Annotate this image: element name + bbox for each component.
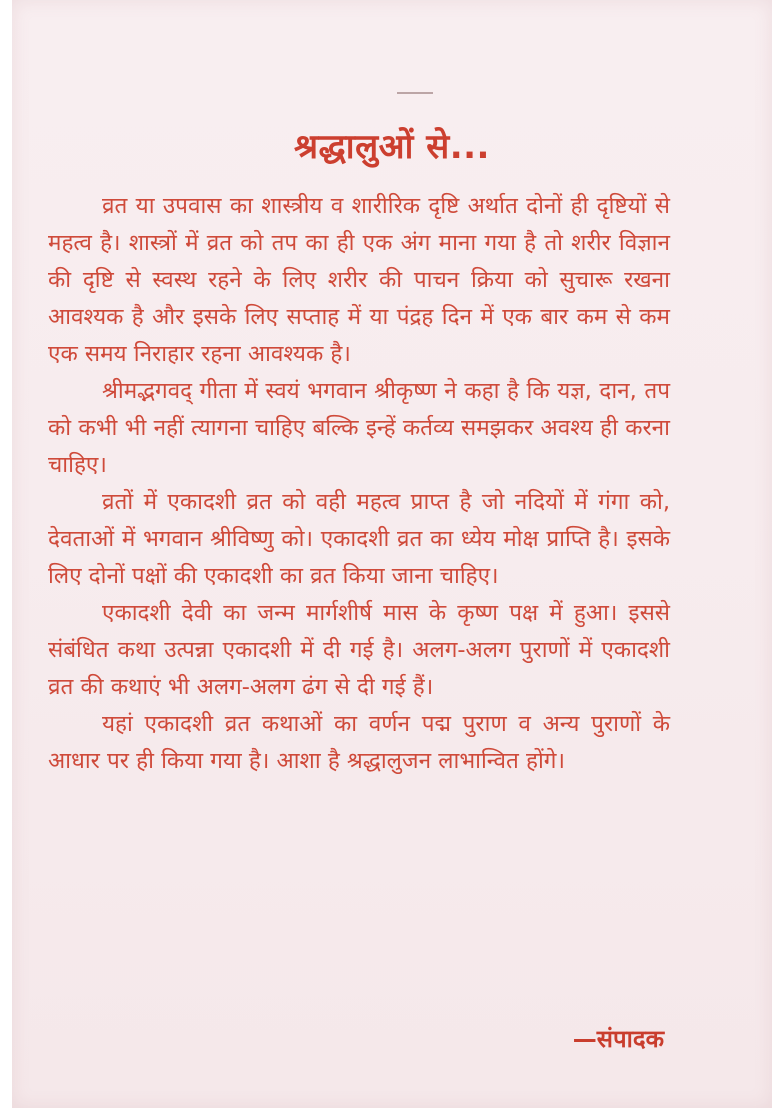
paragraph-1: व्रत या उपवास का शास्त्रीय व शारीरिक दृष्टि अर्थात दोनों ही दृष्टियों से महत्व है। शास्त्रों में व्रत को तप का ही एक अंग माना गया है तो शरीर विज्ञान की दृष्टि से स्वस्थ रहने के लिए शरीर की पाचन क्रिया को सुचारू रखना आवश्यक है और इसके लिए सप्ताह में या पंद्रह दिन में एक बार कम से कम एक समय निराहार रहना आवश्यक है। xyxy=(48,193,670,367)
body-text xyxy=(48,188,670,780)
paragraph-5: यहां एकादशी व्रत कथाओं का वर्णन पद्म पुराण व अन्य पुराणों के आधार पर ही किया गया है। आशा है श्रद्धालुजन लाभान्वित होंगे। xyxy=(48,711,670,774)
paragraph-4: एकादशी देवी का जन्म मार्गशीर्ष मास के कृष्ण पक्ष में हुआ। इससे संबंधित कथा उत्पन्ना एकादशी में दी गई है। अलग-अलग पुराणों में एकादशी व्रत की कथाएं भी अलग-अलग ढंग से दी गई हैं। xyxy=(48,600,670,700)
editor-signature: —संपादक xyxy=(572,1025,664,1053)
page-heading: श्रद्धालुओं से... xyxy=(294,127,490,167)
paragraph-2: श्रीमद्भगवद् गीता में स्वयं भगवान श्रीकृष्ण ने कहा है कि यज्ञ, दान, तप को कभी भी नहीं त्यागना चाहिए बल्कि इन्हें कर्तव्य समझकर अवश्य ही करना चाहिए। xyxy=(48,378,670,478)
paragraph-3: व्रतों में एकादशी व्रत को वही महत्व प्राप्त है जो नदियों में गंगा को, देवताओं में भगवान श्रीविष्णु को। एकादशी व्रत का ध्येय मोक्ष प्राप्ति है। इसके लिए दोनों पक्षों की एकादशी का व्रत किया जाना चाहिए। xyxy=(48,489,670,589)
page-top-mark xyxy=(397,92,433,94)
printed-page xyxy=(12,0,772,1108)
